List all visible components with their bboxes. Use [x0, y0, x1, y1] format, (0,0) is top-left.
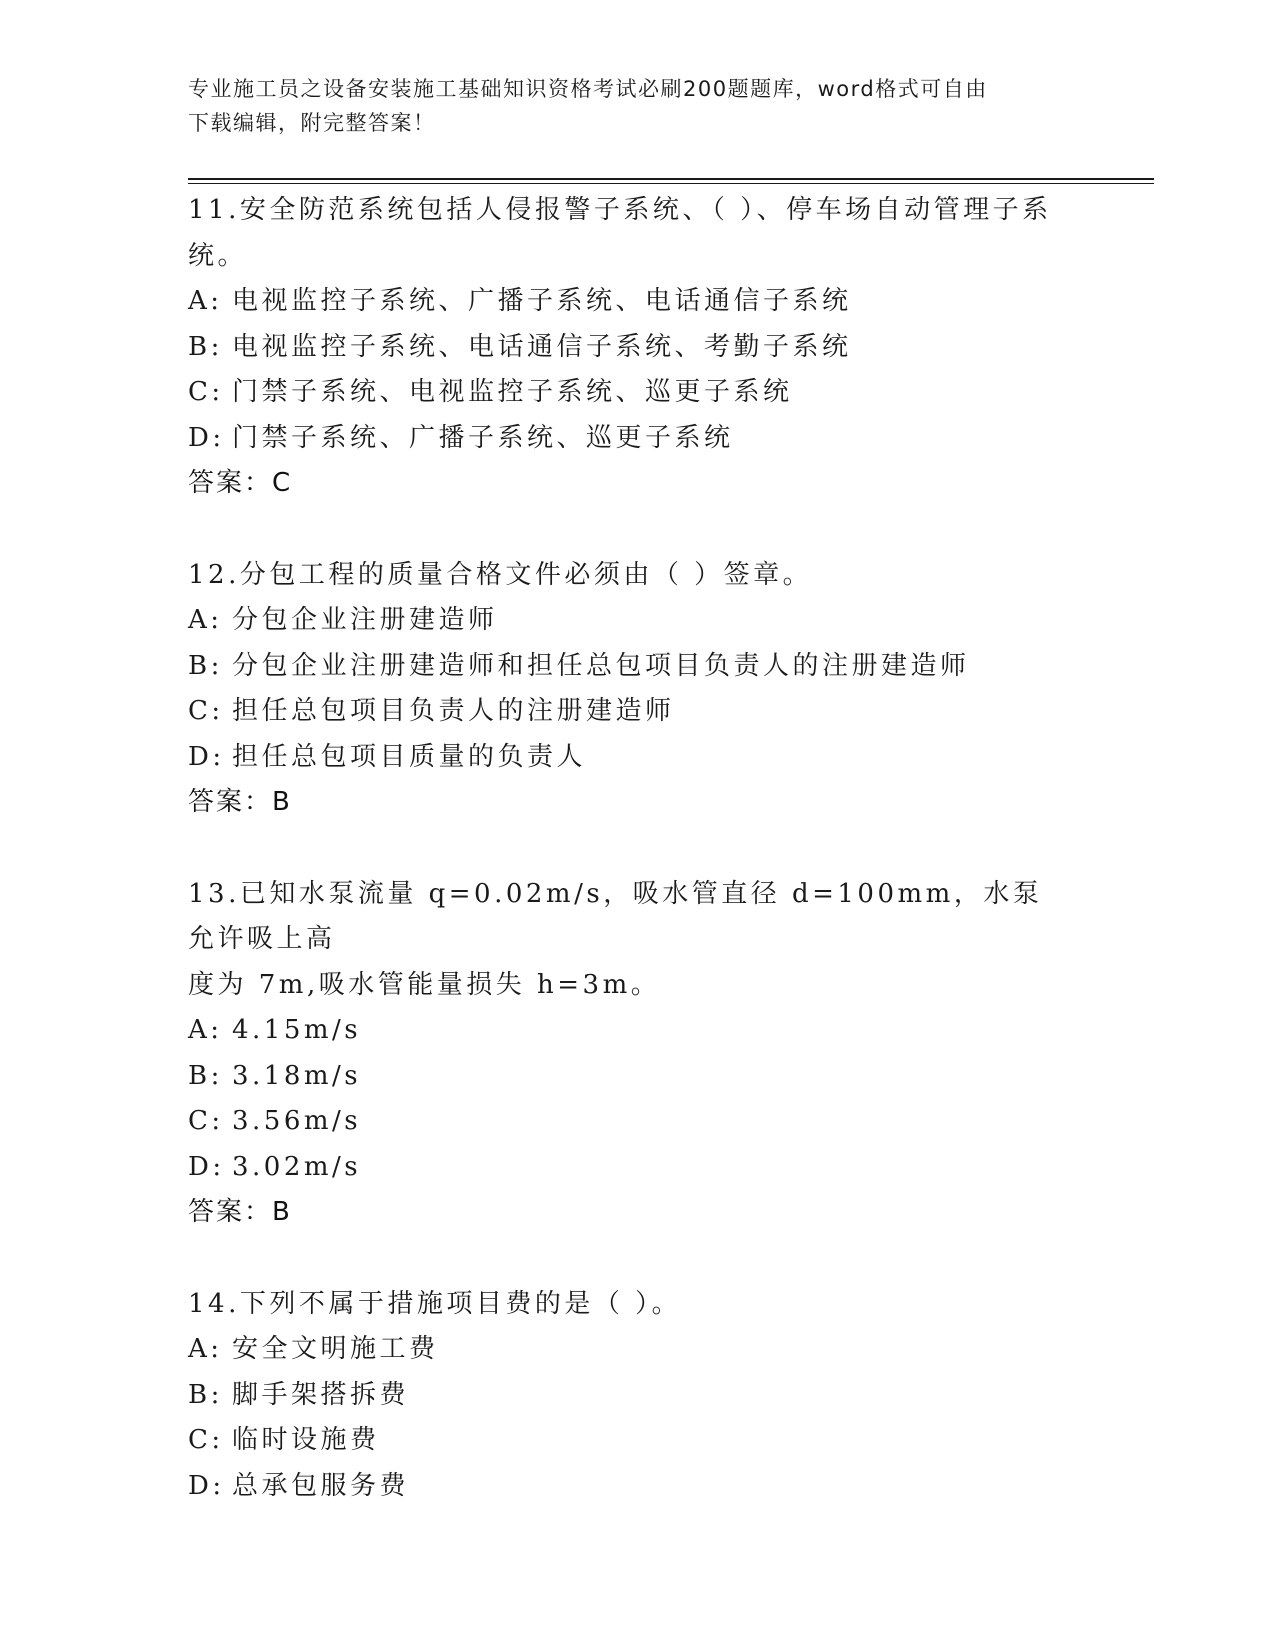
option-a	[188, 279, 1068, 325]
option-text: 电视监控子系统、广播子系统、电话通信子系统	[232, 286, 852, 316]
question-13	[188, 872, 1068, 1236]
answer-line: 答案：B	[188, 1197, 292, 1227]
option-text: 担任总包项目质量的负责人	[232, 741, 587, 772]
option-text: 3.02m/s	[232, 1151, 362, 1182]
option-d	[188, 416, 1068, 462]
header-divider-thick	[188, 178, 1154, 180]
question-14	[188, 1282, 1068, 1510]
option-letter: D:	[188, 1151, 225, 1182]
option-letter: B:	[188, 1060, 223, 1091]
option-letter: C:	[188, 1106, 224, 1136]
option-letter: B:	[188, 650, 223, 681]
option-b	[188, 1054, 1068, 1100]
question-list	[188, 188, 1068, 1509]
option-text: 4.15m/s	[232, 1015, 362, 1045]
option-d	[188, 1145, 1068, 1191]
question-12	[188, 553, 1068, 826]
option-letter: D:	[188, 741, 225, 772]
option-letter: D:	[188, 422, 225, 453]
option-letter: C:	[188, 377, 224, 407]
option-b	[188, 644, 1068, 690]
option-text: 临时设施费	[232, 1425, 380, 1455]
option-letter: A:	[188, 1334, 223, 1364]
question-stem-continued: 度为 7m,吸水管能量损失 h=3m。	[188, 969, 661, 1000]
question-spacer	[188, 1236, 1068, 1282]
question-stem: 12.分包工程的质量合格文件必须由（ ）签章。	[188, 559, 813, 590]
option-a	[188, 1327, 1068, 1373]
header-line-1: 专业施工员之设备安装施工基础知识资格考试必刷200题题库，word格式可自由	[188, 77, 988, 101]
option-text: 安全文明施工费	[232, 1334, 439, 1364]
option-text: 总承包服务费	[232, 1470, 410, 1501]
option-text: 门禁子系统、广播子系统、巡更子系统	[232, 422, 734, 453]
option-text: 分包企业注册建造师	[232, 605, 498, 635]
option-text: 分包企业注册建造师和担任总包项目负责人的注册建造师	[232, 650, 970, 681]
option-text: 3.18m/s	[232, 1060, 362, 1091]
option-text: 电视监控子系统、电话通信子系统、考勤子系统	[232, 331, 852, 362]
option-text: 担任总包项目负责人的注册建造师	[232, 696, 675, 726]
option-letter: D:	[188, 1470, 225, 1501]
answer-line: 答案：C	[188, 468, 293, 498]
option-c	[188, 1418, 1068, 1464]
option-b	[188, 325, 1068, 371]
option-letter: A:	[188, 605, 223, 635]
question-stem: 13.已知水泵流量 q=0.02m/s，吸水管直径 d=100mm，水泵允许吸上高	[188, 878, 1043, 954]
option-b	[188, 1373, 1068, 1419]
option-letter: A:	[188, 286, 223, 316]
option-text: 门禁子系统、电视监控子系统、巡更子系统	[232, 377, 793, 407]
question-stem-continued: 统。	[188, 240, 248, 271]
answer-line: 答案：B	[188, 787, 292, 817]
question-11	[188, 188, 1068, 507]
option-d	[188, 1464, 1068, 1510]
option-letter: B:	[188, 331, 223, 362]
option-d	[188, 735, 1068, 781]
option-letter: C:	[188, 696, 224, 726]
option-letter: C:	[188, 1425, 224, 1455]
question-spacer	[188, 826, 1068, 872]
question-spacer	[188, 507, 1068, 553]
option-letter: B:	[188, 1379, 223, 1410]
option-text: 3.56m/s	[232, 1106, 362, 1136]
option-c	[188, 689, 1068, 735]
option-c	[188, 1099, 1068, 1145]
option-letter: A:	[188, 1015, 223, 1045]
header-divider-thin	[188, 183, 1154, 184]
question-stem: 14.下列不属于措施项目费的是（ ）。	[188, 1288, 682, 1319]
header-line-2: 下载编辑，附完整答案！	[188, 111, 436, 135]
option-c	[188, 370, 1068, 416]
option-a	[188, 1008, 1068, 1054]
option-text: 脚手架搭拆费	[232, 1379, 410, 1410]
question-stem: 11.安全防范系统包括人侵报警子系统、（ ）、停车场自动管理子系	[188, 195, 1052, 225]
document-header	[188, 72, 1088, 140]
option-a	[188, 598, 1068, 644]
